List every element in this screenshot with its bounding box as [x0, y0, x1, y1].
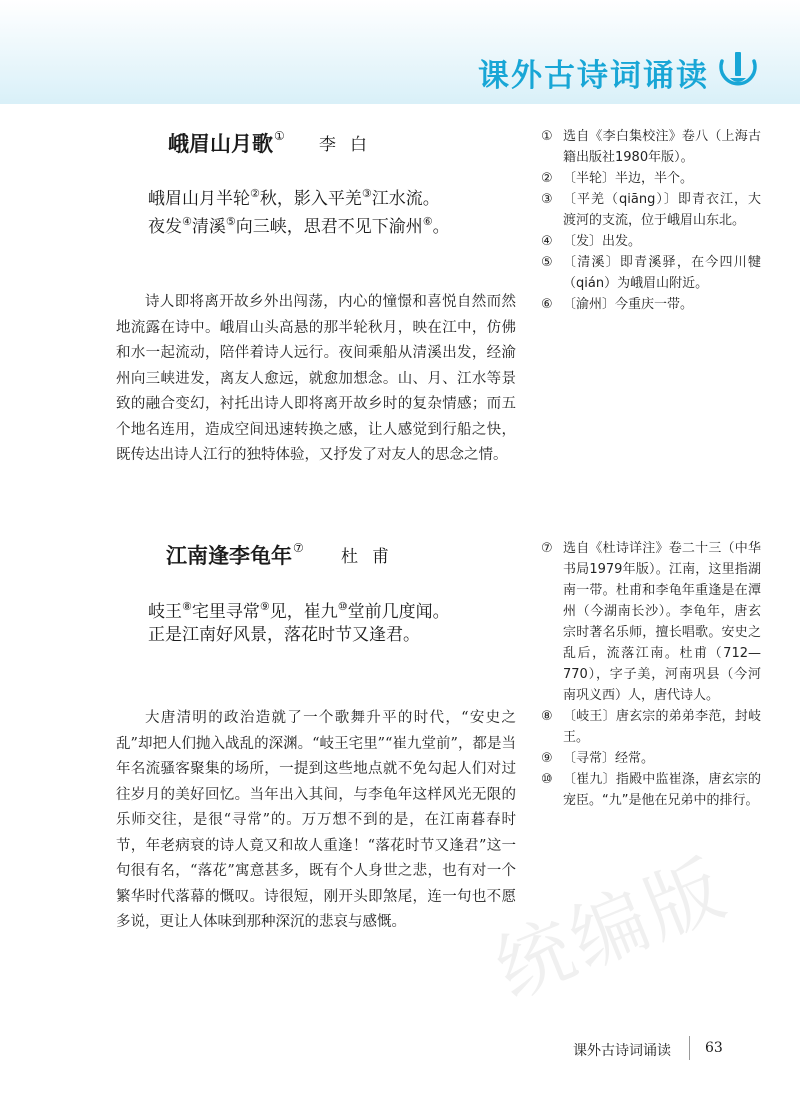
- watermark: 统编版: [483, 842, 740, 1015]
- footnote-number: ⑨: [541, 751, 553, 766]
- footnote-marker[interactable]: ②: [250, 187, 260, 200]
- poem-commentary: 大唐清明的政治造就了一个歌舞升平的时代，“安史之乱”却把人们抛入战乱的深渊。“岐王宅里”“崔九堂前”，都是当年名流骚客聚集的场所，一提到这些地点就不免勾起人们对过往岁月的美好回忆。当年出入其间，与李龟年这样风光无限的乐师交往，是很“寻常”的。万万想不到的是，在江南暮春时节，年老病衰的诗人竟又和故人重逢！“落花时节又逢君”这一句很有名，“落花”寓意甚多，既有个人身世之悲，也有对一个繁华时代落幕的慨叹。诗很短，刚开头即煞尾，连一句也不愿多说，更让人体味到那种深沉的悲哀与感慨。: [116, 710, 516, 930]
- poem-line: 夜发④清溪⑤向三峡，思君不见下渝州⑥。: [148, 215, 450, 237]
- footnote-number: ④: [541, 234, 553, 249]
- footnote-number: ⑥: [541, 297, 553, 312]
- footnote-text: 〔渝州〕今重庆一带。: [563, 297, 694, 312]
- footnote-marker[interactable]: ⑤: [225, 215, 236, 228]
- poem-line: 峨眉山月半轮②秋，影入平羌③江水流。: [148, 187, 440, 209]
- footnote-text: 〔清溪〕即青溪驿，在今四川犍（qián）为峨眉山附近。: [563, 255, 761, 291]
- bookmark-marker-icon: [716, 47, 760, 91]
- poem-author: 李白: [319, 135, 381, 155]
- poem-line: 岐王⑧宅里寻常⑨见，崔九⑩堂前几度闻。: [148, 600, 450, 622]
- footnote-text: 〔平羌（qiāng）〕即青衣江，大渡河的支流，位于峨眉山东北。: [563, 192, 761, 228]
- footnote-text: 选自《李白集校注》卷八（上海古籍出版社1980年版）。: [563, 129, 761, 165]
- footnote-number: ②: [541, 171, 553, 186]
- footnote: [541, 189, 761, 231]
- poem-commentary: 诗人即将离开故乡外出闯荡，内心的憧憬和喜悦自然而然地流露在诗中。峨眉山头高悬的那半轮秋月，映在江中，仿佛和水一起流动，陪伴着诗人远行。夜间乘船从清溪出发，经渝州向三峡进发，离友人愈远，就愈加想念。山、月、江水等景致的融合变幻，衬托出诗人即将离开故乡时的复杂情感；而五个地名连用，造成空间迅速转换之感，让人感觉到行船之快，既传达出诗人江行的独特体验，又抒发了对友人的思念之情。: [116, 294, 516, 463]
- footer-divider: [689, 1036, 690, 1060]
- footnote-text: 〔寻常〕经常。: [563, 751, 655, 766]
- footnote-text: 〔发〕出发。: [563, 234, 642, 249]
- footnote: [541, 231, 761, 252]
- footnote: [541, 294, 761, 315]
- footnote-text: 〔半轮〕半边，半个。: [563, 171, 694, 186]
- footnote-marker[interactable]: ⑧: [182, 600, 192, 613]
- poem-title-emei: 峨眉山月歌①: [168, 129, 285, 156]
- footer-section-label: 课外古诗词诵读: [573, 1043, 671, 1059]
- footnote-marker[interactable]: ⑥: [422, 215, 433, 228]
- poem-author: 杜甫: [341, 547, 403, 567]
- notes-column-1: [541, 126, 761, 315]
- footnote-marker[interactable]: ⑦: [293, 541, 304, 555]
- footnote: [541, 706, 761, 748]
- footnote-marker[interactable]: ③: [361, 187, 372, 200]
- page-number: 63: [705, 1040, 723, 1056]
- footnote-marker[interactable]: ⑩: [337, 600, 348, 613]
- section-title: 课外古诗词诵读: [478, 58, 709, 94]
- footnote-number: ⑧: [541, 709, 553, 724]
- footnote-number: ⑤: [541, 255, 553, 270]
- footnote: [541, 126, 761, 168]
- notes-column-2: [541, 538, 761, 811]
- footnote-number: ③: [541, 192, 553, 207]
- footnote-number: ①: [541, 129, 553, 144]
- footnote-marker[interactable]: ④: [182, 215, 192, 228]
- footnote-text: 〔岐王〕唐玄宗的弟弟李范，封岐王。: [563, 709, 761, 745]
- poem-title-jiangnan: 江南逢李龟年⑦: [166, 541, 304, 568]
- footnote: [541, 168, 761, 189]
- footnote-marker[interactable]: ①: [274, 129, 285, 143]
- poem-line: 正是江南好风景，落花时节又逢君。: [148, 625, 420, 645]
- footnote-number: ⑩: [541, 772, 553, 787]
- footnote: [541, 538, 761, 706]
- footnote-text: 选自《杜诗详注》卷二十三（中华书局1979年版）。江南，这里指湖南一带。杜甫和李龟年重逢是在潭州（今湖南长沙）。李龟年，唐玄宗时著名乐师，擅长唱歌。安史之乱后，流落江南。杜甫（712—770），字子美，河南巩县（今河南巩义西）人，唐代诗人。: [563, 541, 761, 703]
- footnote: [541, 748, 761, 769]
- footnote-number: ⑦: [541, 541, 553, 556]
- footnote-marker[interactable]: ⑨: [259, 600, 270, 613]
- footnote: [541, 769, 761, 811]
- footnote-text: 〔崔九〕指殿中监崔涤，唐玄宗的宠臣。“九”是他在兄弟中的排行。: [563, 772, 761, 808]
- footnote: [541, 252, 761, 294]
